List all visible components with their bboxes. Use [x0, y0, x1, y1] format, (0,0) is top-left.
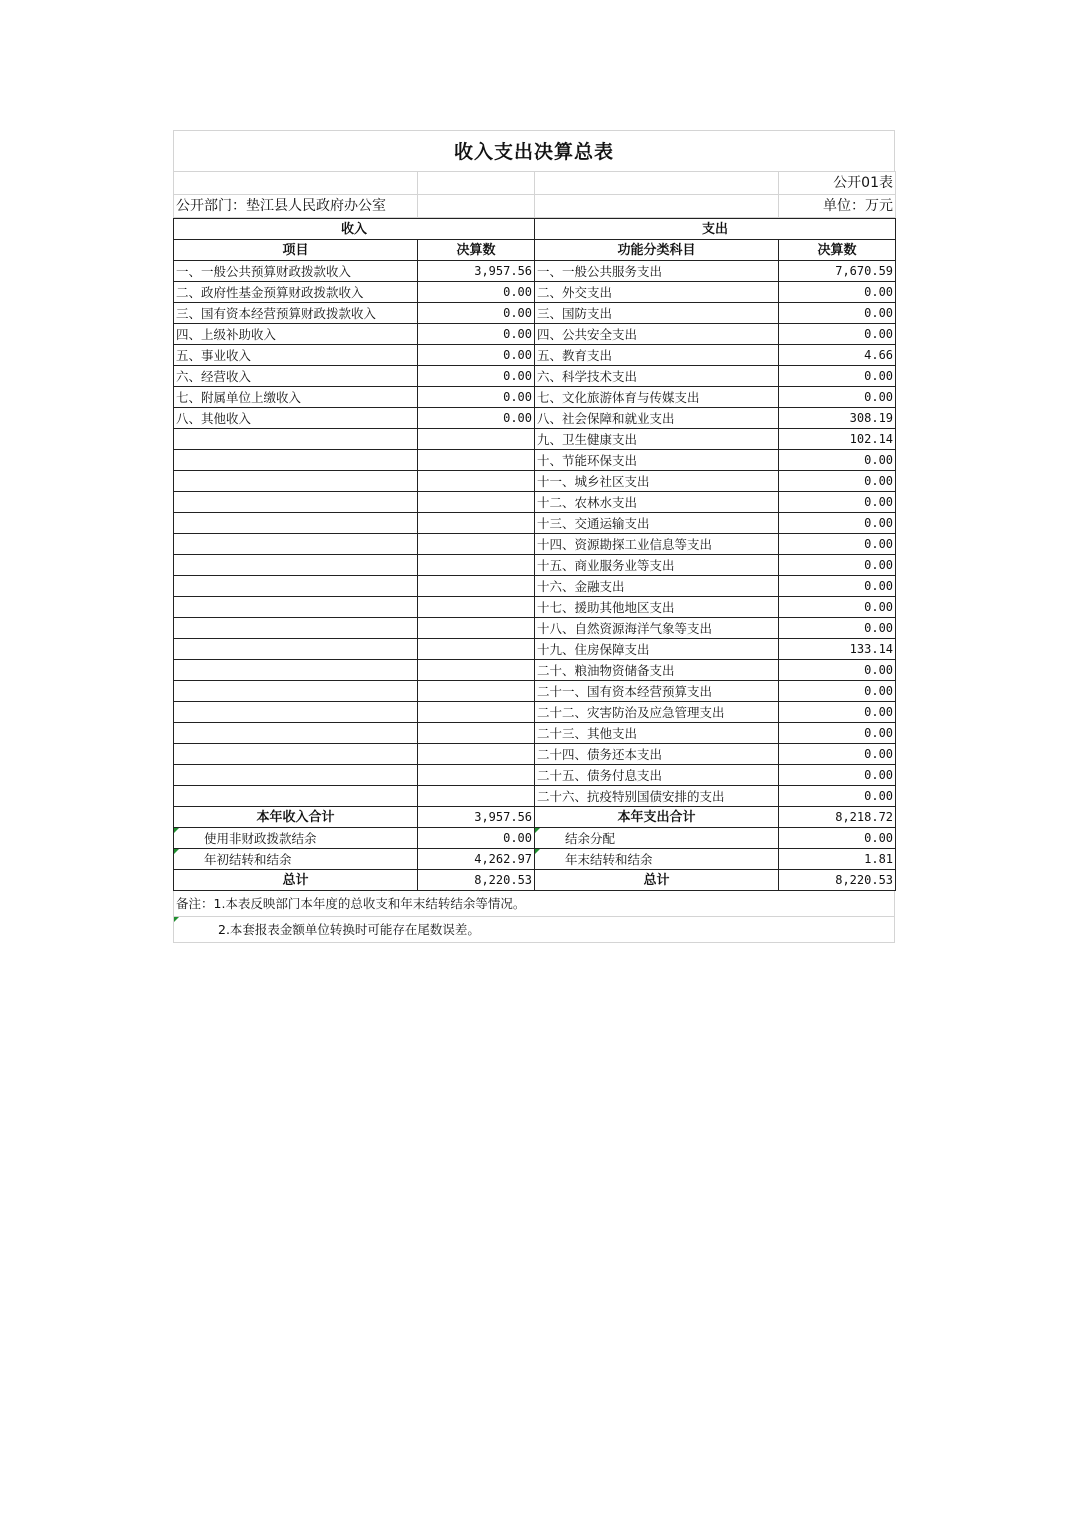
opening-balance-label: 年初结转和结余: [174, 849, 418, 870]
nonfiscal-label: 使用非财政拨款结余: [174, 828, 418, 849]
income-item-value: 0.00: [418, 408, 535, 429]
expense-item-label: 五、教育支出: [535, 345, 779, 366]
expense-grand-total-label: 总计: [535, 870, 779, 891]
empty-cell: [418, 681, 535, 702]
expense-item-label: 七、文化旅游体育与传媒支出: [535, 387, 779, 408]
empty-cell: [418, 513, 535, 534]
expense-item-label: 十七、援助其他地区支出: [535, 597, 779, 618]
table-row: [174, 345, 896, 366]
expense-item-value: 308.19: [779, 408, 896, 429]
expense-grand-total-value: 8,220.53: [779, 870, 896, 891]
income-item-label: 二、政府性基金预算财政拨款收入: [174, 282, 418, 303]
surplus-distribution-label: 结余分配: [535, 828, 779, 849]
empty-cell: [174, 618, 418, 639]
table-row: [174, 450, 896, 471]
expense-item-value: 0.00: [779, 492, 896, 513]
table-row: [174, 366, 896, 387]
opening-balance-value: 4,262.97: [418, 849, 535, 870]
expense-item-value: 4.66: [779, 345, 896, 366]
expense-item-value: 0.00: [779, 534, 896, 555]
expense-item-label: 六、科学技术支出: [535, 366, 779, 387]
report-title: 收入支出决算总表: [173, 130, 895, 171]
expense-item-label: 二十六、抗疫特别国债安排的支出: [535, 786, 779, 807]
expense-amount-column-header: 决算数: [779, 240, 896, 261]
expense-item-value: 102.14: [779, 429, 896, 450]
table-row: [174, 261, 896, 282]
empty-cell: [418, 576, 535, 597]
carryover-row: [174, 849, 896, 870]
income-item-value: 0.00: [418, 366, 535, 387]
empty-cell: [174, 576, 418, 597]
expense-item-value: 0.00: [779, 576, 896, 597]
expense-item-label: 二十二、灾害防治及应急管理支出: [535, 702, 779, 723]
empty-cell: [418, 723, 535, 744]
income-grand-total-value: 8,220.53: [418, 870, 535, 891]
expense-item-label: 二、外交支出: [535, 282, 779, 303]
empty-cell: [418, 597, 535, 618]
item-column-header: 项目: [174, 240, 418, 261]
expense-item-value: 0.00: [779, 702, 896, 723]
table-row: [174, 618, 896, 639]
expense-item-label: 二十五、债务付息支出: [535, 765, 779, 786]
expense-total-label: 本年支出合计: [535, 807, 779, 828]
income-item-value: 3,957.56: [418, 261, 535, 282]
income-item-label: 六、经营收入: [174, 366, 418, 387]
table-row: [174, 471, 896, 492]
empty-cell: [418, 639, 535, 660]
empty-cell: [174, 660, 418, 681]
empty-cell: [418, 450, 535, 471]
income-item-value: 0.00: [418, 387, 535, 408]
table-row: [174, 660, 896, 681]
expense-item-value: 0.00: [779, 660, 896, 681]
expense-header: 支出: [535, 219, 896, 240]
table-row: [174, 597, 896, 618]
income-grand-total-label: 总计: [174, 870, 418, 891]
empty-cell: [174, 492, 418, 513]
expense-item-label: 一、一般公共服务支出: [535, 261, 779, 282]
expense-item-label: 十八、自然资源海洋气象等支出: [535, 618, 779, 639]
report-sheet: [173, 130, 895, 943]
empty-cell: [174, 744, 418, 765]
note-line-2: 2.本套报表金额单位转换时可能存在尾数误差。: [174, 917, 895, 943]
expense-item-label: 十、节能环保支出: [535, 450, 779, 471]
closing-balance-label: 年末结转和结余: [535, 849, 779, 870]
income-item-label: 五、事业收入: [174, 345, 418, 366]
empty-cell: [418, 534, 535, 555]
table-row: [174, 408, 896, 429]
empty-cell: [418, 492, 535, 513]
empty-cell: [174, 786, 418, 807]
expense-item-value: 0.00: [779, 366, 896, 387]
empty-cell: [174, 681, 418, 702]
income-total-value: 3,957.56: [418, 807, 535, 828]
form-number: 公开01表: [779, 172, 896, 195]
function-class-column-header: 功能分类科目: [535, 240, 779, 261]
notes-table: [173, 891, 895, 943]
expense-item-value: 0.00: [779, 765, 896, 786]
expense-item-value: 0.00: [779, 282, 896, 303]
expense-item-value: 0.00: [779, 303, 896, 324]
expense-item-value: 0.00: [779, 450, 896, 471]
empty-cell: [174, 597, 418, 618]
expense-item-value: 0.00: [779, 744, 896, 765]
income-item-value: 0.00: [418, 345, 535, 366]
expense-item-value: 0.00: [779, 786, 896, 807]
table-row: [174, 723, 896, 744]
empty-cell: [174, 450, 418, 471]
nonfiscal-row: [174, 828, 896, 849]
empty-cell: [174, 639, 418, 660]
table-row: [174, 555, 896, 576]
income-amount-column-header: 决算数: [418, 240, 535, 261]
table-row: [174, 744, 896, 765]
income-total-label: 本年收入合计: [174, 807, 418, 828]
surplus-distribution-value: 0.00: [779, 828, 896, 849]
empty-cell: [418, 786, 535, 807]
empty-cell: [418, 660, 535, 681]
empty-cell: [174, 513, 418, 534]
empty-cell: [418, 702, 535, 723]
empty-cell: [174, 429, 418, 450]
expense-item-value: 133.14: [779, 639, 896, 660]
income-header: 收入: [174, 219, 535, 240]
table-row: [174, 702, 896, 723]
closing-balance-value: 1.81: [779, 849, 896, 870]
table-row: [174, 429, 896, 450]
expense-item-value: 0.00: [779, 597, 896, 618]
table-row: [174, 786, 896, 807]
empty-cell: [174, 702, 418, 723]
meta-table: [173, 171, 896, 218]
income-item-label: 七、附属单位上缴收入: [174, 387, 418, 408]
note-line-1: 备注：1.本表反映部门本年度的总收支和年末结转结余等情况。: [174, 891, 895, 917]
table-row: [174, 387, 896, 408]
income-expense-table: [173, 218, 896, 891]
income-item-value: 0.00: [418, 282, 535, 303]
expense-item-value: 7,670.59: [779, 261, 896, 282]
expense-item-value: 0.00: [779, 324, 896, 345]
expense-item-value: 0.00: [779, 555, 896, 576]
expense-total-value: 8,218.72: [779, 807, 896, 828]
empty-cell: [174, 534, 418, 555]
empty-cell: [174, 555, 418, 576]
income-item-value: 0.00: [418, 303, 535, 324]
nonfiscal-value: 0.00: [418, 828, 535, 849]
expense-item-label: 十五、商业服务业等支出: [535, 555, 779, 576]
expense-item-label: 十二、农林水支出: [535, 492, 779, 513]
table-row: [174, 639, 896, 660]
grand-total-row: [174, 870, 896, 891]
expense-item-label: 二十四、债务还本支出: [535, 744, 779, 765]
expense-item-value: 0.00: [779, 471, 896, 492]
empty-cell: [174, 765, 418, 786]
expense-item-label: 十九、住房保障支出: [535, 639, 779, 660]
expense-item-label: 十三、交通运输支出: [535, 513, 779, 534]
expense-item-value: 0.00: [779, 723, 896, 744]
table-row: [174, 513, 896, 534]
expense-item-label: 九、卫生健康支出: [535, 429, 779, 450]
expense-item-label: 八、社会保障和就业支出: [535, 408, 779, 429]
expense-item-label: 十六、金融支出: [535, 576, 779, 597]
expense-item-label: 四、公共安全支出: [535, 324, 779, 345]
empty-cell: [418, 765, 535, 786]
expense-item-label: 十四、资源勘探工业信息等支出: [535, 534, 779, 555]
expense-item-value: 0.00: [779, 681, 896, 702]
unit-label: 单位：万元: [779, 195, 896, 218]
expense-item-value: 0.00: [779, 387, 896, 408]
expense-item-value: 0.00: [779, 513, 896, 534]
empty-cell: [418, 618, 535, 639]
empty-cell: [418, 471, 535, 492]
table-row: [174, 303, 896, 324]
table-row: [174, 492, 896, 513]
expense-item-label: 三、国防支出: [535, 303, 779, 324]
expense-item-label: 二十一、国有资本经营预算支出: [535, 681, 779, 702]
department-label: 公开部门：垫江县人民政府办公室: [174, 195, 418, 218]
table-row: [174, 681, 896, 702]
expense-item-value: 0.00: [779, 618, 896, 639]
table-row: [174, 576, 896, 597]
income-item-label: 四、上级补助收入: [174, 324, 418, 345]
expense-item-label: 十一、城乡社区支出: [535, 471, 779, 492]
income-item-value: 0.00: [418, 324, 535, 345]
expense-item-label: 二十三、其他支出: [535, 723, 779, 744]
table-row: [174, 324, 896, 345]
income-item-label: 三、国有资本经营预算财政拨款收入: [174, 303, 418, 324]
empty-cell: [418, 555, 535, 576]
income-item-label: 八、其他收入: [174, 408, 418, 429]
annual-total-row: [174, 807, 896, 828]
income-item-label: 一、一般公共预算财政拨款收入: [174, 261, 418, 282]
empty-cell: [418, 429, 535, 450]
table-row: [174, 765, 896, 786]
table-row: [174, 282, 896, 303]
empty-cell: [174, 471, 418, 492]
table-row: [174, 534, 896, 555]
expense-item-label: 二十、粮油物资储备支出: [535, 660, 779, 681]
empty-cell: [174, 723, 418, 744]
empty-cell: [418, 744, 535, 765]
